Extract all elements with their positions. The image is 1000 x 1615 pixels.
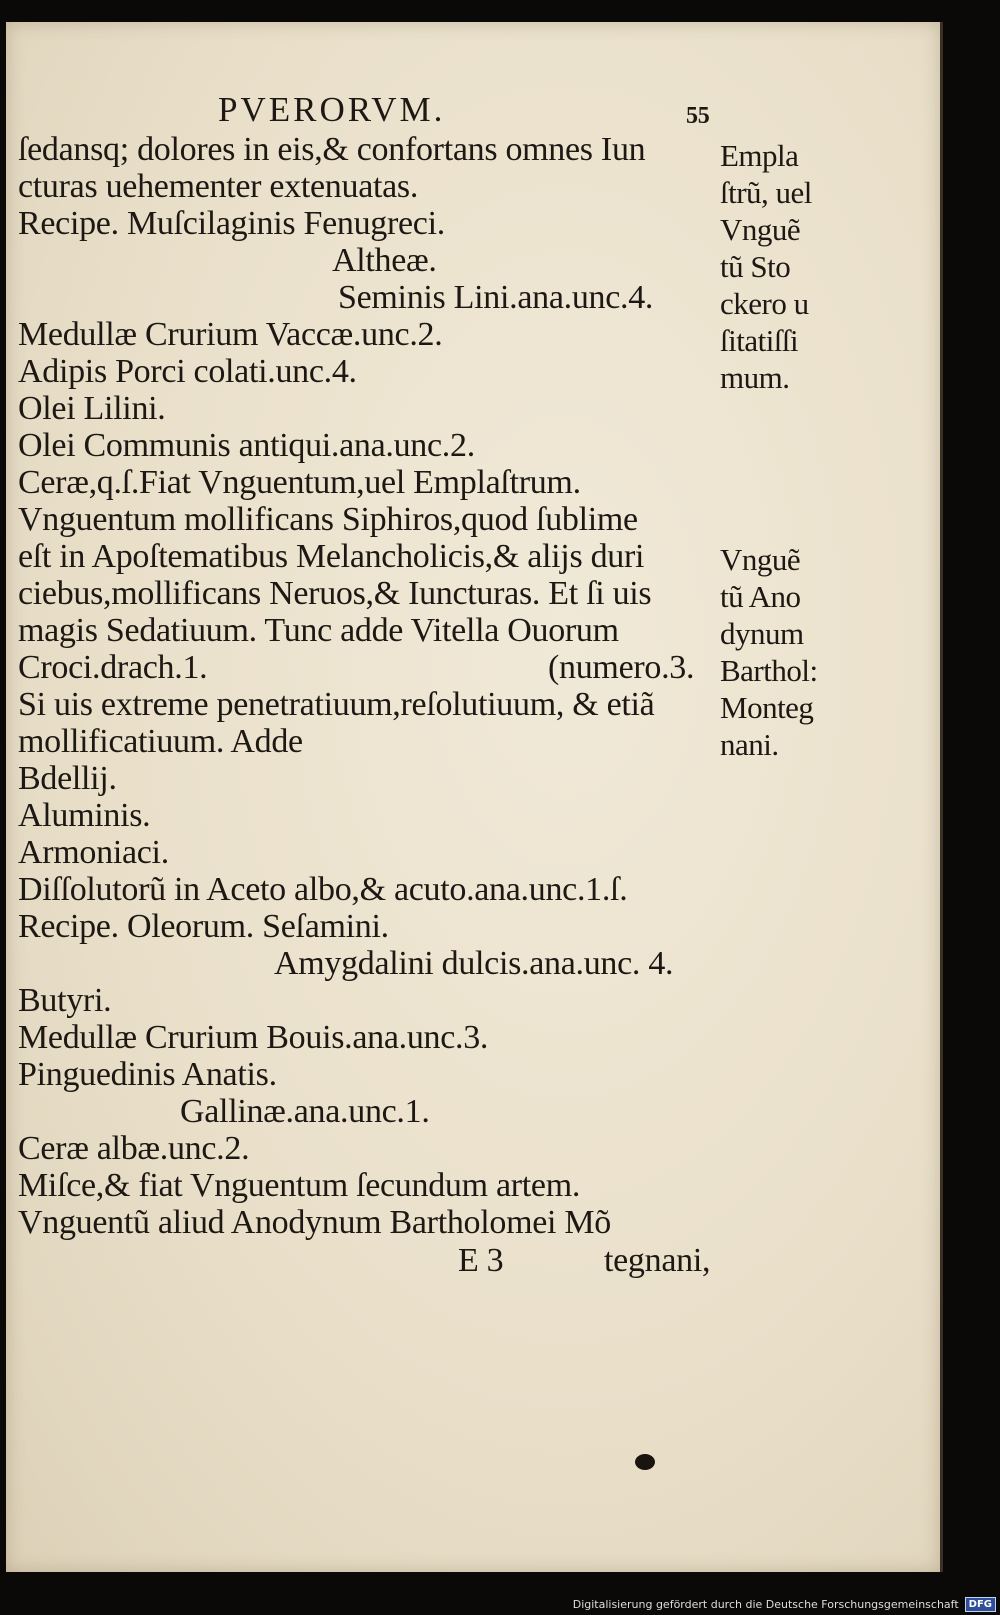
margin-note: Barthol:: [720, 653, 818, 688]
margin-note: tũ Ano: [720, 579, 801, 614]
text-line: Seminis Lini.ana.unc.4.: [338, 279, 654, 316]
text-line: Diſſolutorũ in Aceto albo,& acuto.ana.unc.1.ſ.: [18, 871, 628, 908]
text-line: Olei Lilini.: [18, 390, 166, 427]
text-line: ciebus,mollificans Neruos,& Iuncturas. Et ſi uis: [18, 575, 652, 612]
margin-note: Monteg: [720, 690, 814, 725]
text-line: Altheæ.: [332, 242, 437, 279]
page-number: 55: [686, 103, 710, 129]
margin-note: nani.: [720, 727, 779, 762]
margin-note: dynum: [720, 616, 804, 651]
book-page: [6, 22, 943, 1572]
text-line: eſt in Apoſtematibus Melancholicis,& alijs duri: [18, 538, 645, 575]
text-line: Armoniaci.: [18, 834, 169, 871]
footer-credit: [573, 1595, 1000, 1613]
margin-note: ſitatiſſi: [720, 323, 799, 358]
text-line: Croci.drach.1.: [18, 649, 208, 686]
footer-credit-text: Digitalisierung gefördert durch die Deutsche Forschungsgemeinschaft: [572, 1597, 959, 1611]
text-line: Gallinæ.ana.unc.1.: [180, 1093, 430, 1130]
margin-note: mum.: [720, 360, 790, 395]
dfg-logo: DFG: [965, 1597, 996, 1612]
text-line: Bdellij.: [18, 760, 117, 797]
text-line: Vnguentum mollificans Siphiros,quod ſublime: [18, 501, 638, 538]
catchword: tegnani,: [604, 1242, 711, 1279]
text-line: Si uis extreme penetratiuum,reſolutiuum, & etiã: [18, 686, 655, 723]
text-line: Medullæ Crurium Vaccæ.unc.2.: [18, 316, 443, 353]
margin-note: Vnguẽ: [720, 212, 801, 247]
text-line: cturas uehementer extenuatas.: [18, 168, 419, 205]
ink-blot: [635, 1454, 655, 1470]
text-line: Amygdalini dulcis.ana.unc. 4.: [274, 945, 674, 982]
margin-note: Empla: [720, 138, 799, 173]
text-line: magis Sedatiuum. Tunc adde Vitella Ouorum: [18, 612, 619, 649]
margin-note: tũ Sto: [720, 249, 791, 284]
signature-mark: E 3: [458, 1242, 504, 1279]
text-line: Butyri.: [18, 982, 112, 1019]
text-line: Medullæ Crurium Bouis.ana.unc.3.: [18, 1019, 489, 1056]
margin-note: ckero u: [720, 286, 809, 321]
text-line: ſedansq; dolores in eis,& confortans omnes Iun: [18, 131, 646, 168]
text-line: Olei Communis antiqui.ana.unc.2.: [18, 427, 475, 464]
text-line: Adipis Porci colati.unc.4.: [18, 353, 357, 390]
text-line: Ceræ,q.ſ.Fiat Vnguentum,uel Emplaſtrum.: [18, 464, 581, 501]
text-line: Miſce,& fiat Vnguentum ſecundum artem.: [18, 1167, 581, 1204]
text-line: Recipe. Oleorum. Seſamini.: [18, 908, 389, 945]
running-title: PVERORVM.: [218, 90, 446, 129]
text-line: Vnguentũ aliud Anodynum Bartholomei Mõ: [18, 1204, 611, 1241]
margin-note: ſtrũ, uel: [720, 175, 812, 210]
text-line: Ceræ albæ.unc.2.: [18, 1130, 250, 1167]
margin-note: Vnguẽ: [720, 542, 801, 577]
text-line: Recipe. Muſcilaginis Fenugreci.: [18, 205, 445, 242]
text-line: Aluminis.: [18, 797, 151, 834]
text-line: mollificatiuum. Adde: [18, 723, 303, 760]
text-line: (numero.3.: [548, 649, 695, 686]
text-line: Pinguedinis Anatis.: [18, 1056, 277, 1093]
